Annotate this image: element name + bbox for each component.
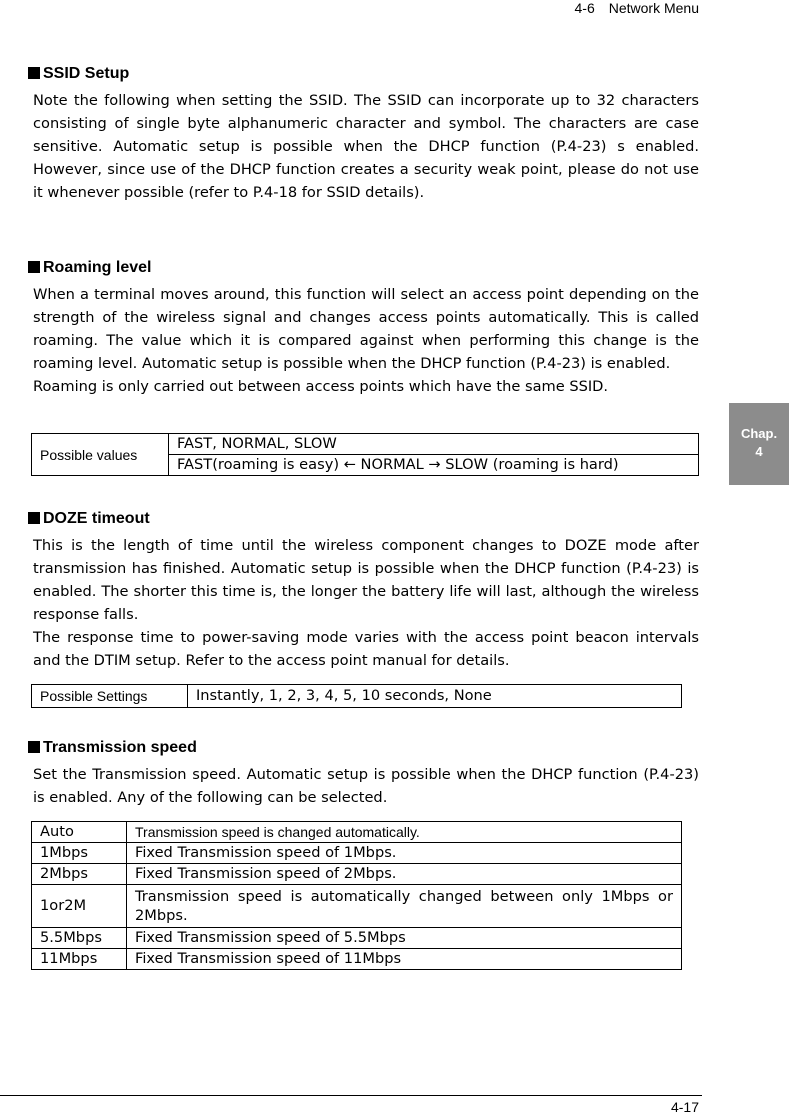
- header-title: Network Menu: [608, 0, 699, 16]
- speed-desc: Fixed Transmission speed of 1Mbps.: [127, 843, 682, 864]
- square-bullet-icon: [28, 261, 40, 273]
- speed-name: 2Mbps: [32, 864, 127, 885]
- table-row: [32, 928, 682, 949]
- ssid-paragraph: Note the following when setting the SSID. The SSID can incorporate up to 32 characters consisting of single byte alphanumeric character and symbol. The characters are case sensitive. Automatic setup is possible when the DHCP function (P.4-23) s enabled. However, since use of the DHCP function creates a security weak point, please do not use it whenever possible (refer to P.4-18 for SSID details).: [33, 92, 699, 201]
- speed-paragraph: Set the Transmission speed. Automatic setup is possible when the DHCP function (P.4-23) is enabled. Any of the following can be selected.: [33, 766, 699, 806]
- table-row: [32, 864, 682, 885]
- speed-name: 1or2M: [32, 885, 127, 928]
- speed-desc: Transmission speed is changed automatically.: [127, 822, 682, 843]
- square-bullet-icon: [28, 67, 40, 79]
- speed-name: Auto: [32, 822, 127, 843]
- speed-desc: Fixed Transmission speed of 5.5Mbps: [127, 928, 682, 949]
- speed-name: 11Mbps: [32, 949, 127, 970]
- table-row: [32, 885, 682, 928]
- chapter-tab: [729, 403, 789, 485]
- page-number: 4-17: [670, 1099, 699, 1115]
- speed-desc: Transmission speed is automatically changed between only 1Mbps or 2Mbps.: [127, 885, 682, 928]
- chapter-tab-label: Chap.: [740, 426, 778, 441]
- square-bullet-icon: [28, 512, 40, 524]
- doze-paragraph: This is the length of time until the wireless component changes to DOZE mode after transmission has finished. Automatic setup is possible when the DHCP function (P.4-23) is enabled. The shorter this time is, the longer the battery life will last, although the wireless response falls. The response time to power-saving mode varies with the access point beacon intervals and the DTIM setup. Refer to the access point manual for details.: [33, 537, 699, 669]
- roaming-values-label: Possible values: [32, 434, 169, 476]
- doze-settings-table: [31, 684, 682, 708]
- table-row: [32, 949, 682, 970]
- section-title-doze: DOZE timeout: [28, 509, 150, 529]
- roaming-values-table: [31, 433, 699, 476]
- footer-divider: [0, 1095, 702, 1096]
- section-title-speed: Transmission speed: [28, 738, 197, 758]
- speed-table: [31, 821, 682, 970]
- chapter-tab-number: 4: [755, 444, 763, 459]
- header-section-number: 4-6: [574, 0, 595, 16]
- roaming-values-line1: FAST, NORMAL, SLOW: [169, 434, 699, 455]
- roaming-values-line2: FAST(roaming is easy) ← NORMAL → SLOW (roaming is hard): [169, 455, 699, 476]
- speed-desc: Fixed Transmission speed of 11Mbps: [127, 949, 682, 970]
- section-title-ssid: SSID Setup: [28, 64, 129, 84]
- roaming-paragraph: When a terminal moves around, this function will select an access point depending on the strength of the wireless signal and changes access points automatically. This is called roaming. The value which it is compared against when performing this change is the roaming level. Automatic setup is possible when the DHCP function (P.4-23) is enabled. Roaming is only carried out between access points which have the same SSID.: [33, 286, 699, 395]
- speed-name: 1Mbps: [32, 843, 127, 864]
- speed-name: 5.5Mbps: [32, 928, 127, 949]
- section-title-roaming: Roaming level: [28, 258, 151, 278]
- speed-desc: Fixed Transmission speed of 2Mbps.: [127, 864, 682, 885]
- table-row: [32, 822, 682, 843]
- table-row: [32, 843, 682, 864]
- doze-settings-label: Possible Settings: [32, 685, 188, 708]
- doze-settings-value: Instantly, 1, 2, 3, 4, 5, 10 seconds, None: [188, 685, 682, 708]
- square-bullet-icon: [28, 741, 40, 753]
- page-header: [575, 0, 700, 16]
